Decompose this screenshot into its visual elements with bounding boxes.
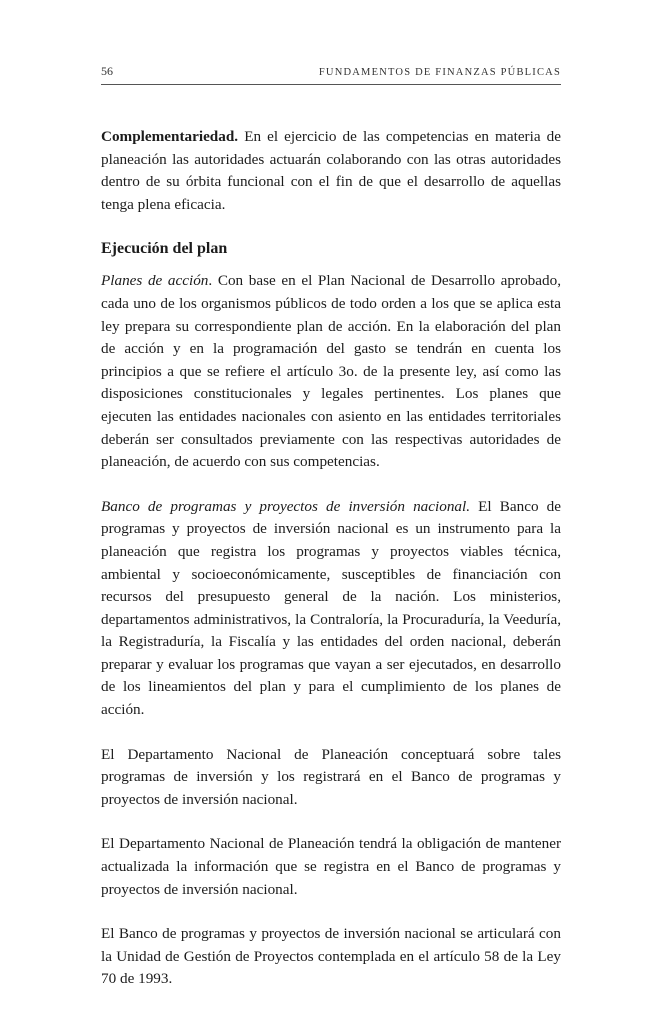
paragraph-text: El Banco de programas y proyectos de inversión nacional es un instrumento para la planeación que registra los programas y proyectos viables técnica, ambiental y socioeconómicamente, susceptibles de financiación con recursos del presupuesto general de la nación. Los ministerios, departamentos administrativos, la Contraloría, la Procuraduría, la Veeduría, la Registraduría, la Fiscalía y las entidades del orden nacional, deberán preparar y evaluar los programas que vayan a ser ejecutados, en desarrollo de los lineamientos del plan y para el cumplimiento de los planes de acción. xyxy=(101,497,561,719)
term-complementariedad: Complementariedad. xyxy=(101,128,239,145)
page-number: 56 xyxy=(101,64,113,78)
paragraph-complementariedad xyxy=(101,126,561,216)
paragraph-planes-de-accion xyxy=(101,270,561,473)
paragraph-text: En el ejercicio de las competencias en materia de planeación las autoridades actuarán colaborando con las otras autoridades dentro de su órbita funcional con el fin de que el desarrollo de aquellas tenga plena eficacia. xyxy=(101,128,561,213)
header-rule xyxy=(101,84,561,85)
paragraph-banco xyxy=(101,496,561,722)
paragraph-obligacion: El Departamento Nacional de Planeación tendrá la obligación de mantener actualizada la información que se registra en el Banco de programas y proyectos de inversión nacional. xyxy=(101,835,561,898)
term-planes-de-accion: Planes de acción xyxy=(101,272,209,290)
page-body xyxy=(101,126,561,1013)
book-title: FUNDAMENTOS DE FINANZAS PÚBLICAS xyxy=(318,67,561,78)
term-banco: Banco de programas y proyectos de inversión nacional. xyxy=(101,497,471,515)
running-head xyxy=(101,64,561,79)
paragraph-articulara: El Banco de programas y proyectos de inversión nacional se articulará con la Unidad de Gestión de Proyectos contemplada en el artículo 58 de la Ley 70 de 1993. xyxy=(101,925,561,988)
paragraph-conceptuara: El Departamento Nacional de Planeación conceptuará sobre tales programas de inversión y los registrará en el Banco de programas y proyectos de inversión nacional. xyxy=(101,745,561,808)
paragraph-text: . Con base en el Plan Nacional de Desarrollo aprobado, cada uno de los organismos públicos de todo orden a los que se aplica esta ley prepara su correspondiente plan de acción. En la elaboración del plan de acción y en la programación del gasto se tendrán en cuenta los principios a que se refiere el artículo 3o. de la presente ley, así como las disposiciones constitucionales y legales pertinentes. Los planes que ejecuten las entidades nacionales con asiento en las entidades territoriales deberán ser consultados previamente con las respectivas autoridades de planeación, de acuerdo con sus competencias. xyxy=(101,272,561,471)
section-heading: Ejecución del plan xyxy=(101,240,228,258)
